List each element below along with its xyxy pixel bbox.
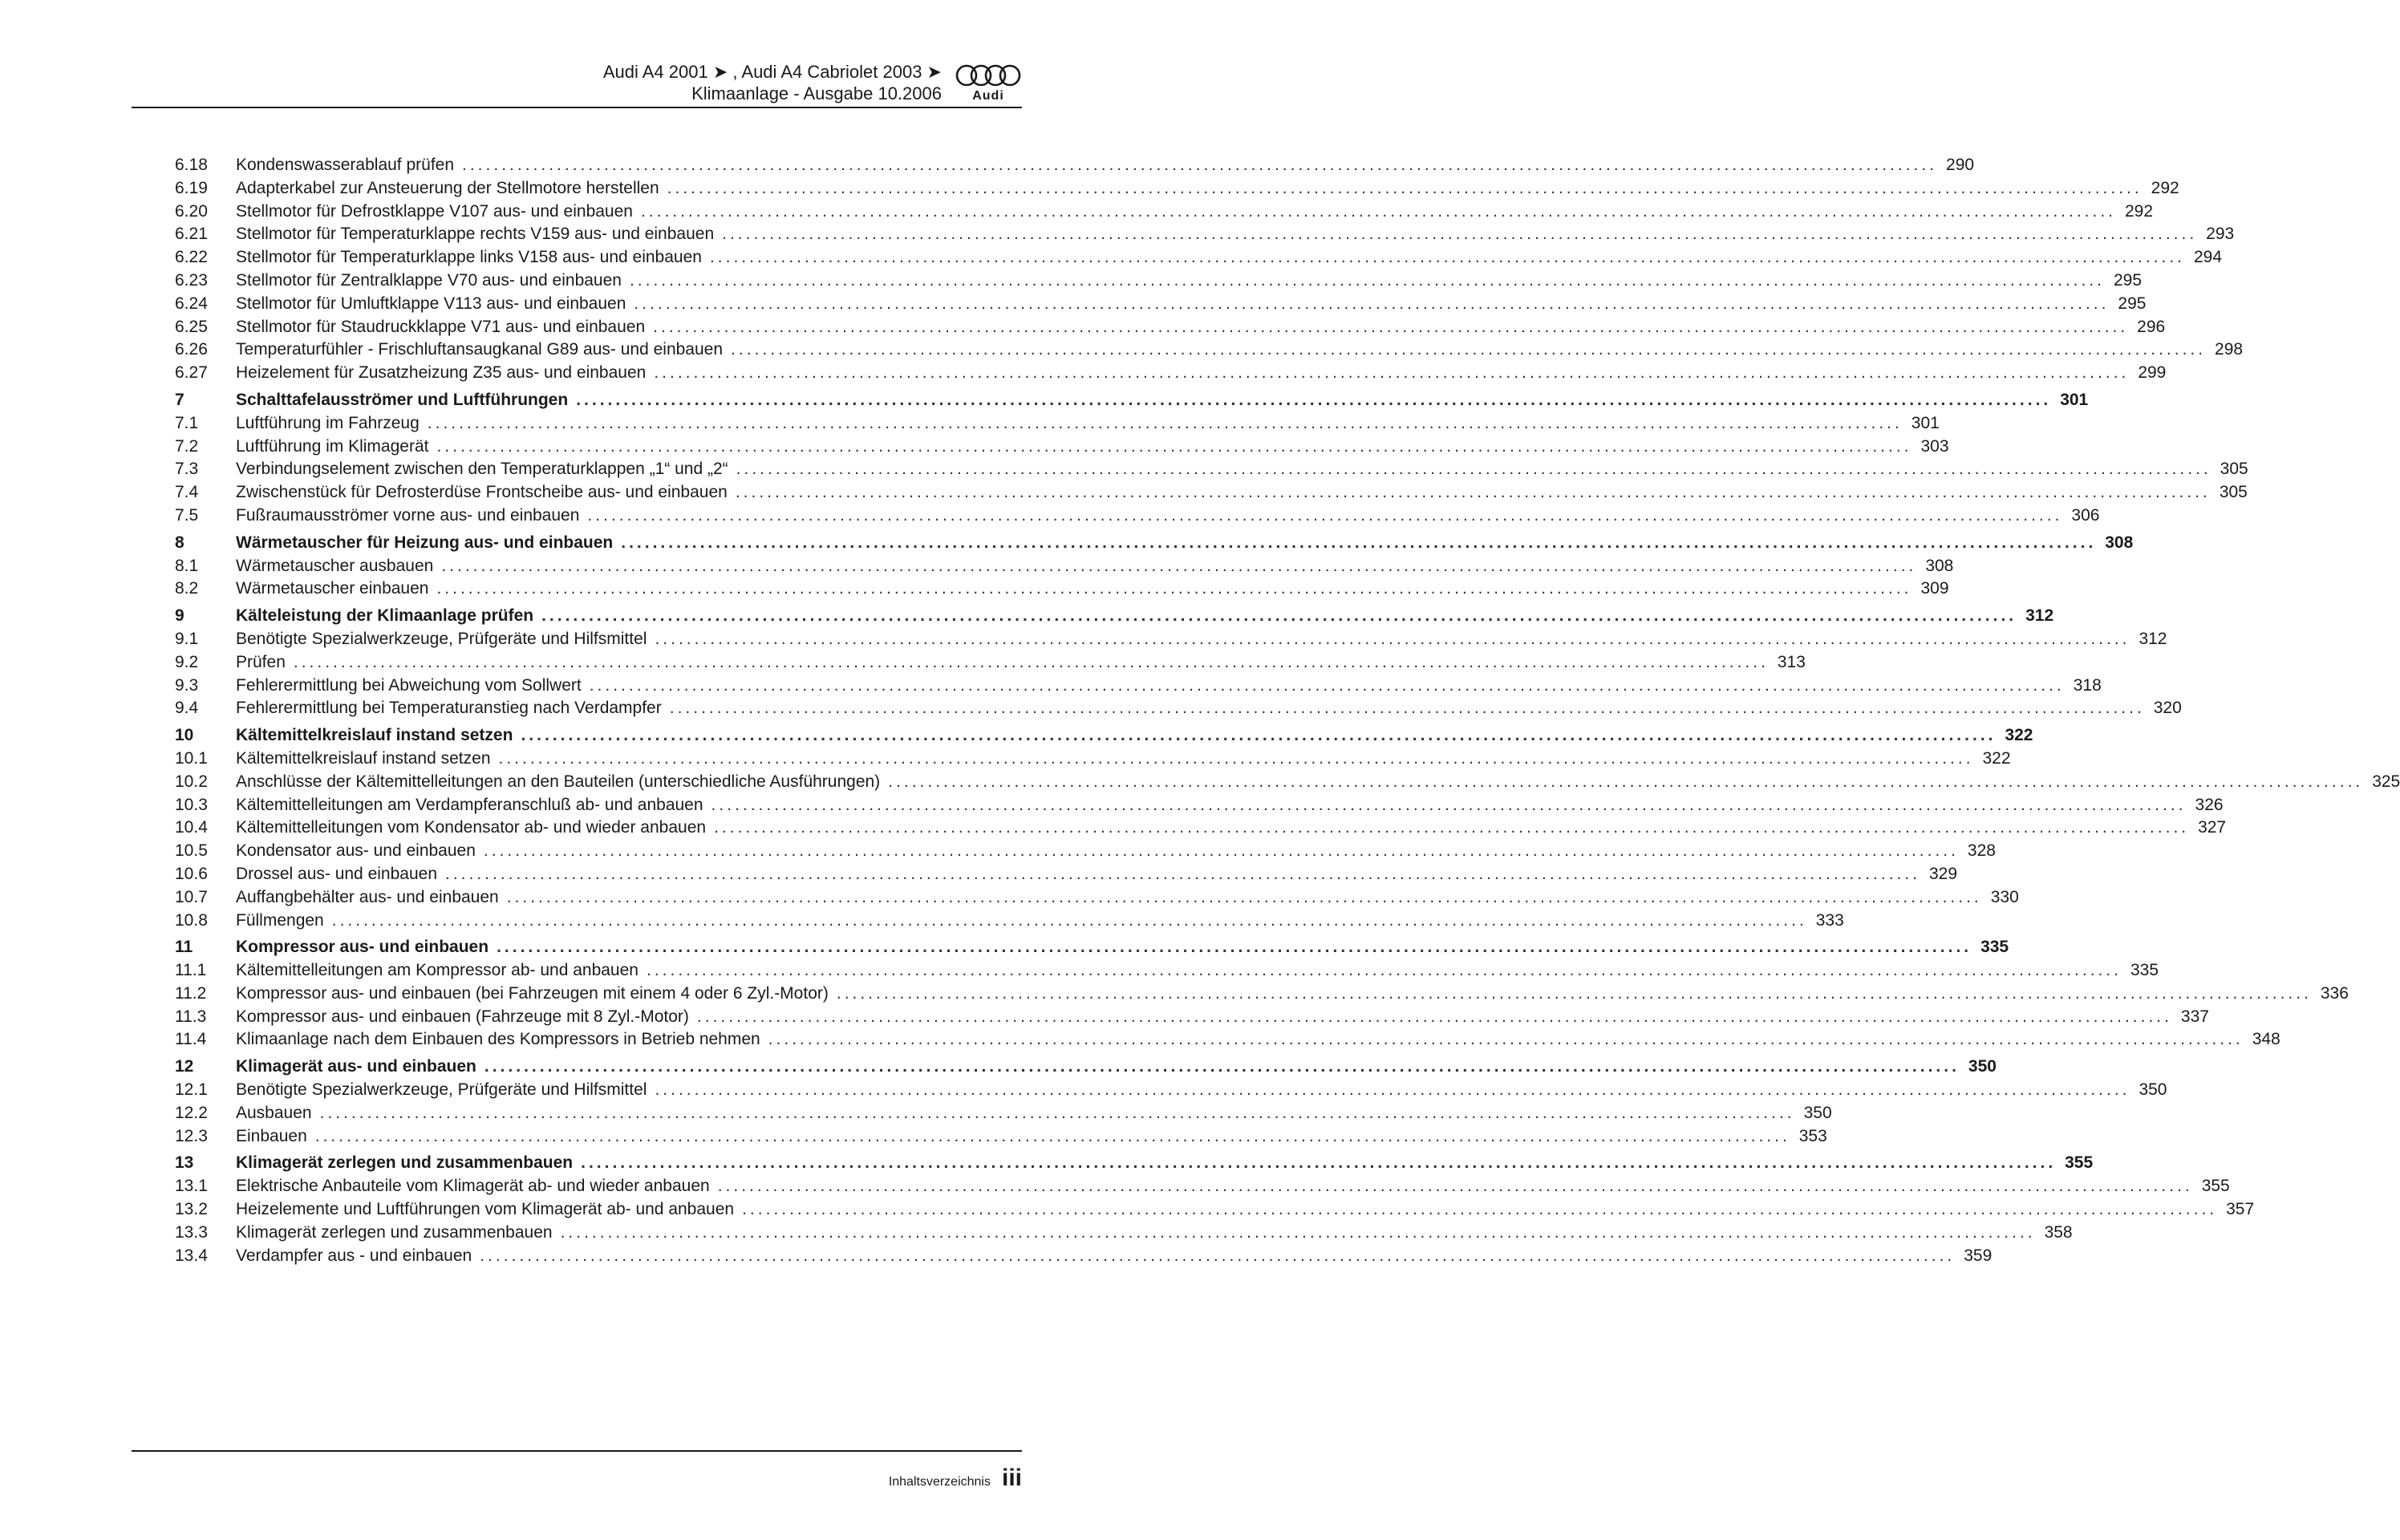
toc-entry-page: 322 (2005, 726, 2033, 745)
toc-entry-page: 303 (1920, 436, 1949, 456)
toc-entry[interactable] (175, 1198, 2255, 1222)
toc-chapter-entry[interactable] (175, 532, 2134, 555)
toc-entry-title: Kondensator aus- und einbauen (236, 841, 476, 861)
toc-entry-title: Kältemittelleitungen am Verdampferanschluß ab- und anbauen (236, 795, 703, 814)
toc-entry[interactable] (175, 748, 2011, 771)
toc-entry[interactable] (175, 794, 2224, 817)
toc-entry-page: 333 (1815, 910, 1844, 930)
toc-entry-page: 305 (2219, 483, 2248, 502)
toc-entry-number: 6.23 (175, 270, 208, 290)
toc-entry-number: 10.3 (175, 795, 208, 814)
toc-chapter-entry[interactable] (175, 605, 2054, 628)
toc-chapter-entry[interactable] (175, 1152, 2094, 1175)
toc-dot-leader (480, 1245, 1955, 1268)
toc-entry-number: 7.1 (175, 413, 199, 432)
toc-entry-title: Fehlerermittlung bei Abweichung vom Sollwert (236, 675, 582, 695)
toc-entry-title: Fehlerermittlung bei Temperaturanstieg nach Verdampfer (236, 699, 662, 718)
toc-entry[interactable] (175, 223, 2235, 246)
toc-dot-leader (736, 481, 2211, 505)
toc-entry-number: 10.4 (175, 818, 208, 837)
toc-entry[interactable] (175, 983, 2349, 1006)
toc-entry-title: Drossel aus- und einbauen (236, 864, 437, 883)
toc-entry[interactable] (175, 1245, 1993, 1268)
toc-dot-leader (436, 578, 1911, 601)
toc-entry-title: Heizelement für Zusatzheizung Z35 aus- und einbauen (236, 363, 647, 383)
toc-dot-leader (332, 910, 1807, 933)
toc-entry-page: 312 (2025, 606, 2054, 626)
toc-entry-number: 10 (175, 726, 194, 745)
toc-entry-page: 308 (2105, 533, 2134, 552)
toc-entry[interactable] (175, 412, 1940, 436)
toc-entry-title: Wärmetauscher einbauen (236, 579, 429, 598)
toc-entry-page: 326 (2195, 795, 2224, 814)
footer-section-label: Inhaltsverzeichnis (888, 1475, 991, 1489)
toc-entry[interactable] (175, 338, 2244, 362)
toc-entry[interactable] (175, 246, 2223, 270)
toc-entry-number: 11.3 (175, 1007, 207, 1026)
toc-entry-number: 10.8 (175, 910, 208, 930)
toc-entry[interactable] (175, 1222, 2073, 1245)
toc-entry-page: 327 (2198, 818, 2227, 837)
toc-entry-page: 292 (2151, 178, 2179, 197)
toc-entry[interactable] (175, 771, 2400, 794)
toc-entry-number: 6.21 (175, 225, 208, 244)
toc-entry-page: 355 (2201, 1177, 2230, 1196)
toc-dot-leader (445, 863, 1920, 886)
toc-entry-number: 6.25 (175, 317, 208, 336)
toc-entry-title: Benötigte Spezialwerkzeuge, Prüfgeräte und Hilfsmittel (236, 629, 647, 648)
toc-entry[interactable] (175, 293, 2147, 316)
toc-dot-leader (654, 362, 2129, 385)
toc-entry-title: Stellmotor für Temperaturklappe links V158 aus- und einbauen (236, 248, 702, 267)
toc-entry-title: Kompressor aus- und einbauen (236, 938, 489, 957)
toc-dot-leader (541, 605, 2017, 628)
toc-entry-title: Kompressor aus- und einbauen (Fahrzeuge mit 8 Zyl.-Motor) (236, 1007, 689, 1026)
toc-dot-leader (590, 675, 2065, 698)
toc-entry[interactable] (175, 1175, 2230, 1198)
toc-entry-title: Luftführung im Fahrzeug (236, 413, 420, 432)
toc-entry-page: 322 (1982, 748, 2011, 768)
toc-dot-leader (714, 817, 2189, 840)
toc-entry-number: 10.7 (175, 887, 208, 906)
toc-entry-page: 305 (2220, 460, 2248, 479)
toc-dot-leader (711, 794, 2187, 817)
toc-entry-page: 294 (2193, 248, 2223, 267)
toc-entry-page: 290 (1946, 156, 1975, 174)
toc-entry-title: Klimagerät zerlegen und zusammenbauen (236, 1153, 574, 1173)
toc-entry-title: Benötigte Spezialwerkzeuge, Prüfgeräte und Hilfsmittel (236, 1080, 647, 1100)
toc-entry[interactable] (175, 651, 1806, 675)
toc-entry[interactable] (175, 458, 2248, 481)
toc-dot-leader (587, 505, 2062, 528)
toc-dot-leader (697, 1006, 2172, 1029)
toc-entry-title: Schalttafelausströmer und Luftführungen (236, 390, 569, 409)
toc-dot-leader (499, 748, 1974, 771)
header-text (603, 61, 942, 104)
toc-entry-page: 299 (2138, 363, 2167, 383)
toc-entry-number: 8 (175, 533, 184, 552)
toc-dot-leader (718, 1175, 2193, 1198)
toc-entry-number: 13.4 (175, 1246, 208, 1265)
toc-dot-leader (667, 177, 2143, 201)
toc-entry-page: 295 (2113, 270, 2143, 290)
toc-entry-number: 10.2 (175, 772, 208, 791)
toc-entry-page: 359 (1964, 1246, 1993, 1265)
toc-entry-page: 350 (1803, 1103, 1832, 1122)
toc-entry-title: Prüfen (236, 652, 286, 671)
toc-dot-leader (428, 412, 1903, 436)
toc-entry-number: 12.3 (175, 1126, 208, 1145)
toc-entry[interactable] (175, 1125, 1827, 1149)
toc-dot-leader (736, 458, 2211, 481)
toc-dot-leader (768, 1028, 2244, 1052)
toc-entry[interactable] (175, 436, 1949, 459)
toc-entry-number: 6.20 (175, 201, 208, 221)
toc-entry-page: 301 (1911, 413, 1940, 432)
page-footer (889, 1465, 1022, 1492)
toc-entry-number: 9.1 (175, 629, 199, 648)
toc-entry-title: Zwischenstück für Defrosterdüse Frontscheibe aus- und einbauen (236, 483, 728, 502)
toc-dot-leader (710, 246, 2185, 270)
toc-entry-title: Füllmengen (236, 910, 324, 930)
toc-entry-number: 7.2 (175, 436, 199, 456)
toc-entry-title: Kältemittelkreislauf instand setzen (236, 748, 491, 768)
toc-entry[interactable] (175, 817, 2227, 840)
toc-entry-page: 335 (1980, 938, 2009, 957)
toc-entry-page: 293 (2206, 225, 2235, 244)
toc-entry[interactable] (175, 316, 2166, 339)
toc-entry-page: 308 (1925, 556, 1954, 575)
audi-logo-text: Audi (972, 89, 1004, 103)
toc-entry-page: 355 (2065, 1153, 2094, 1173)
toc-entry[interactable] (175, 1006, 2209, 1029)
toc-entry-title: Stellmotor für Temperaturklappe rechts V159 aus- und einbauen (236, 225, 715, 244)
toc-dot-leader (731, 338, 2206, 362)
toc-entry[interactable] (175, 959, 2159, 983)
toc-entry-page: 337 (2180, 1007, 2209, 1026)
toc-entry-number: 7 (175, 390, 184, 409)
audi-rings-icon (955, 63, 1022, 88)
header-edition-line: Klimaanlage - Ausgabe 10.2006 (691, 83, 942, 103)
toc-entry-title: Adapterkabel zur Ansteuerung der Stellmotore herstellen (236, 178, 659, 197)
toc-entry-number: 9.4 (175, 699, 199, 718)
toc-entry-page: 329 (1929, 864, 1958, 883)
toc-entry-page: 295 (2118, 294, 2147, 313)
toc-entry[interactable] (175, 863, 1958, 886)
toc-entry-number: 9.3 (175, 675, 199, 695)
toc-dot-leader (837, 983, 2312, 1006)
toc-entry-title: Heizelemente und Luftführungen vom Klimagerät ab- und anbauen (236, 1200, 735, 1219)
toc-entry-title: Verdampfer aus - und einbauen (236, 1246, 472, 1265)
toc-entry-page: 335 (2130, 961, 2159, 980)
toc-entry-page: 336 (2320, 983, 2349, 1003)
toc-entry-number: 13.1 (175, 1177, 208, 1196)
toc-entry-title: Fußraumausströmer vorne aus- und einbauen (236, 505, 580, 525)
toc-entry[interactable] (175, 1102, 1832, 1125)
toc-entry-title: Kompressor aus- und einbauen (bei Fahrzeugen mit einem 4 oder 6 Zyl.-Motor) (236, 983, 829, 1003)
toc-entry-number: 9 (175, 606, 184, 626)
toc-entry-number: 11.2 (175, 983, 207, 1003)
toc-entry[interactable] (175, 910, 1844, 933)
toc-dot-leader (888, 771, 2363, 794)
toc-entry-title: Kälteleistung der Klimaanlage prüfen (236, 606, 534, 626)
toc-dot-leader (576, 389, 2051, 412)
toc-entry-title: Verbindungselement zwischen den Temperaturklappen „1“ und „2“ (236, 460, 728, 479)
toc-entry-title: Anschlüsse der Kältemittelleitungen an den Bauteilen (unterschiedliche Ausführungen) (236, 772, 881, 791)
toc-entry-page: 357 (2226, 1200, 2255, 1219)
toc-entry-number: 11 (175, 938, 193, 957)
toc-dot-leader (484, 1056, 1960, 1079)
toc-entry-page: 306 (2071, 505, 2100, 525)
toc-chapter-entry[interactable] (175, 1056, 1997, 1079)
toc-entry-title: Klimaanlage nach dem Einbauen des Kompressors in Betrieb nehmen (236, 1030, 760, 1049)
toc-entry-page: 320 (2153, 699, 2182, 718)
toc-entry[interactable] (175, 270, 2143, 293)
toc-entry-page: 296 (2137, 317, 2166, 336)
toc-entry-number: 7.4 (175, 483, 199, 502)
toc-entry-number: 13.2 (175, 1200, 208, 1219)
toc-entry-page: 330 (1990, 887, 2019, 906)
toc-entry[interactable] (175, 578, 1949, 601)
toc-dot-leader (655, 1079, 2130, 1102)
toc-entry[interactable] (175, 362, 2167, 385)
toc-entry[interactable] (175, 697, 2182, 720)
toc-entry-title: Stellmotor für Zentralklappe V70 aus- und einbauen (236, 270, 622, 290)
toc-entry-title: Klimagerät aus- und einbauen (236, 1057, 476, 1076)
toc-entry-page: 348 (2252, 1030, 2280, 1049)
toc-entry-title: Einbauen (236, 1126, 307, 1145)
audi-logo (955, 63, 1022, 104)
footer-page-number: iii (1001, 1465, 1022, 1491)
toc-entry-title: Klimagerät zerlegen und zusammenbauen (236, 1222, 553, 1242)
toc-entry[interactable] (175, 840, 1996, 863)
toc-entry-number: 8.2 (175, 579, 199, 598)
toc-entry-title: Auffangbehälter aus- und einbauen (236, 887, 499, 906)
toc-entry[interactable] (175, 201, 2154, 224)
toc-dot-leader (436, 436, 1911, 459)
header-rule (132, 107, 1022, 108)
toc-chapter-entry[interactable] (175, 724, 2033, 748)
toc-entry-title: Stellmotor für Umluftklappe V113 aus- und einbauen (236, 294, 626, 313)
toc-entry-page: 328 (1967, 841, 1996, 861)
toc-entry-page: 298 (2215, 340, 2244, 359)
toc-dot-leader (320, 1102, 1795, 1125)
toc-entry-number: 10.6 (175, 864, 208, 883)
toc-entry-page: 350 (2139, 1080, 2167, 1100)
toc-entry[interactable] (175, 505, 2100, 528)
toc-entry-number: 7.3 (175, 460, 199, 479)
toc-entry-title: Kältemittelleitungen am Kompressor ab- und anbauen (236, 961, 639, 980)
toc-entry-page: 358 (2044, 1222, 2073, 1242)
toc-entry-number: 7.5 (175, 505, 199, 525)
toc-entry[interactable] (175, 555, 1954, 578)
toc-entry-number: 12.2 (175, 1103, 208, 1122)
header-vehicle-line: Audi A4 2001 ➤ , Audi A4 Cabriolet 2003 ➤ (602, 62, 942, 82)
toc-entry-number: 11.1 (175, 961, 207, 980)
toc-dot-leader (722, 223, 2197, 246)
toc-dot-leader (521, 724, 1996, 748)
toc-entry-number: 6.26 (175, 340, 208, 359)
toc-entry-title: Ausbauen (236, 1103, 312, 1122)
toc-entry-title: Stellmotor für Staudruckklappe V71 aus- und einbauen (236, 317, 646, 336)
toc-entry[interactable] (175, 154, 1975, 177)
toc-entry-number: 6.27 (175, 363, 208, 383)
toc-entry-title: Kältemittelkreislauf instand setzen (236, 726, 513, 745)
toc-entry-number: 8.1 (175, 556, 199, 575)
toc-entry-title: Elektrische Anbauteile vom Klimagerät ab- und wieder anbauen (236, 1177, 710, 1196)
toc-dot-leader (653, 316, 2128, 339)
toc-entry[interactable] (175, 628, 2167, 651)
toc-dot-leader (497, 936, 1972, 959)
toc-entry[interactable] (175, 886, 2019, 910)
toc-entry-page: 353 (1798, 1126, 1827, 1145)
toc-entry-number: 11.4 (175, 1030, 207, 1049)
toc-dot-leader (647, 959, 2122, 983)
toc-dot-leader (441, 555, 1916, 578)
footer-rule (132, 1450, 1022, 1452)
toc-entry-title: Wärmetauscher für Heizung aus- und einbauen (236, 533, 614, 552)
toc-entry-number: 10.1 (175, 748, 208, 768)
toc-dot-leader (621, 532, 2096, 555)
toc-entry-number: 13 (175, 1153, 194, 1173)
toc-dot-leader (630, 270, 2105, 293)
toc-entry-number: 9.2 (175, 652, 199, 671)
toc-dot-leader (294, 651, 1769, 675)
toc-entry-title: Luftführung im Klimagerät (236, 436, 429, 456)
toc-entry-number: 12.1 (175, 1080, 208, 1100)
toc-entry[interactable] (175, 1028, 2280, 1052)
toc-dot-leader (315, 1125, 1790, 1149)
toc-dot-leader (670, 697, 2145, 720)
toc-entry-page: 350 (1968, 1057, 1997, 1076)
toc-entry-number: 10.5 (175, 841, 208, 861)
toc-entry-title: Kältemittelleitungen vom Kondensator ab- und wieder anbauen (236, 818, 707, 837)
toc-entry-title: Wärmetauscher ausbauen (236, 556, 434, 575)
toc-dot-leader (462, 154, 1937, 177)
toc-entry-page: 292 (2124, 201, 2154, 221)
toc-entry-number: 6.24 (175, 294, 208, 313)
toc-dot-leader (484, 840, 1959, 863)
toc-entry-title: Temperaturfühler - Frischluftansaugkanal G89 aus- und einbauen (236, 340, 724, 359)
toc-entry-number: 13.3 (175, 1222, 208, 1242)
toc-entry[interactable] (175, 481, 2248, 505)
toc-entry-page: 313 (1777, 652, 1806, 671)
toc-dot-leader (655, 628, 2130, 651)
toc-dot-leader (641, 201, 2116, 224)
toc-dot-leader (742, 1198, 2217, 1222)
toc-entry[interactable] (175, 675, 2102, 698)
toc-chapter-entry[interactable] (175, 389, 2089, 412)
toc-entry[interactable] (175, 177, 2179, 201)
toc-entry-title: Kondenswasserablauf prüfen (236, 156, 455, 174)
page-header (132, 61, 1022, 109)
toc-entry-number: 6.19 (175, 178, 208, 197)
toc-entry[interactable] (175, 1079, 2167, 1102)
table-of-contents (175, 154, 2400, 1267)
toc-entry-page: 309 (1920, 579, 1949, 598)
toc-entry-page: 325 (2372, 772, 2400, 791)
toc-entry-page: 318 (2073, 675, 2102, 695)
toc-entry-number: 6.18 (175, 156, 208, 174)
toc-entry-number: 12 (175, 1057, 194, 1076)
toc-dot-leader (507, 886, 1982, 910)
toc-dot-leader (561, 1222, 2036, 1245)
toc-dot-leader (634, 293, 2109, 316)
toc-entry-page: 301 (2060, 390, 2089, 409)
toc-entry-number: 6.22 (175, 248, 208, 267)
toc-chapter-entry[interactable] (175, 936, 2009, 959)
toc-entry-page: 312 (2139, 629, 2167, 648)
toc-dot-leader (581, 1152, 2056, 1175)
toc-entry-title: Stellmotor für Defrostklappe V107 aus- und einbauen (236, 201, 633, 221)
